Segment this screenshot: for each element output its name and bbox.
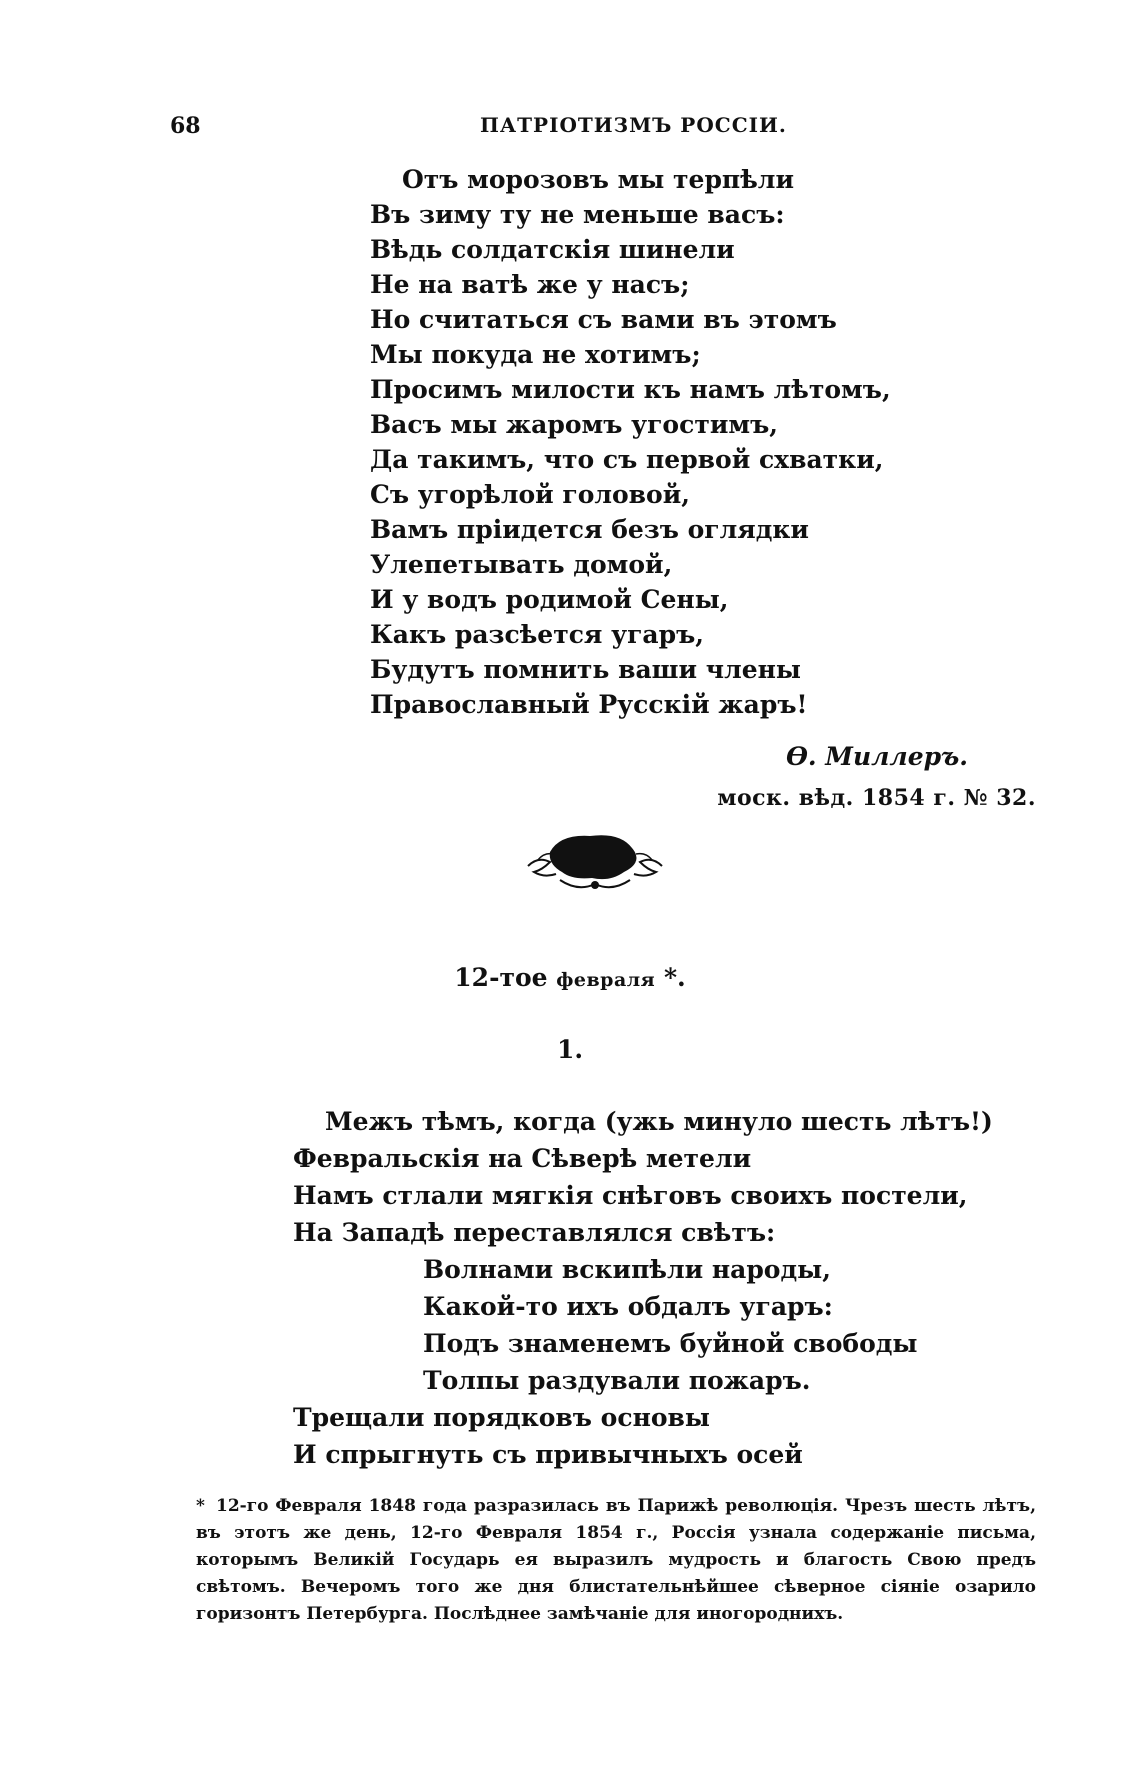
footnote <box>196 1493 1036 1628</box>
poem-line: Улепетывать домой, <box>370 550 673 579</box>
poem-line: Будутъ помнить ваши члены <box>370 655 801 684</box>
poem-line: Волнами вскипѣли народы, <box>423 1255 831 1284</box>
poem-line: Отъ морозовъ мы терпѣли <box>402 165 794 194</box>
poem-line: Да такимъ, что съ первой схватки, <box>370 445 884 474</box>
poem-line: Васъ мы жаромъ угостимъ, <box>370 410 778 439</box>
poem-line: Подъ знаменемъ буйной свободы <box>423 1329 918 1358</box>
page-number: 68 <box>170 113 201 139</box>
poem-line: Вѣдь солдатскія шинели <box>370 235 735 264</box>
source-citation: моск. вѣд. 1854 г. № 32. <box>717 785 1036 811</box>
poem-line: Въ зиму ту не меньше васъ: <box>370 200 785 229</box>
poem-line: Толпы раздували пожаръ. <box>423 1366 811 1395</box>
author-signature: Ѳ. Миллеръ. <box>786 742 968 771</box>
section-title-month: февраля <box>556 969 656 991</box>
poem-stanza-1 <box>370 162 891 722</box>
poem-line: Православный Русскій жаръ! <box>370 690 808 719</box>
ornament-vignette-icon <box>520 822 670 894</box>
poem-line: И у водъ родимой Сены, <box>370 585 729 614</box>
poem-line: Трещали порядковъ основы <box>293 1403 710 1432</box>
poem-line: Вамъ пріидется безъ оглядки <box>370 515 809 544</box>
footnote-text: 12-го Февраля 1848 года разразилась въ Парижѣ революція. Чрезъ шесть лѣтъ, въ этотъ же день, 12-го Февраля 1854 г., Россія узнала содержаніе письма, которымъ Великій Государь ея выразилъ мудрость и благость Свою предъ свѣтомъ. Вечеромъ того же дня блистательнѣйшее сѣверное сіяніе озарило горизонтъ Петербурга. Послѣднее замѣчаніе для иногороднихъ. <box>196 1496 1036 1624</box>
footnote-marker: * <box>196 1496 205 1516</box>
poem-line: И спрыгнуть съ привычныхъ осей <box>293 1440 803 1469</box>
footnote-reference: *. <box>663 963 686 992</box>
poem-line: Какъ разсѣется угаръ, <box>370 620 704 649</box>
poem-line: Не на ватѣ же у насъ; <box>370 270 690 299</box>
poem-line: Намъ стлали мягкія снѣговъ своихъ постели, <box>293 1181 968 1210</box>
poem-line: Межъ тѣмъ, когда (ужь минуло шесть лѣтъ!) <box>325 1107 993 1136</box>
poem-line: На Западѣ переставлялся свѣтъ: <box>293 1218 776 1247</box>
section-title <box>0 963 1140 992</box>
poem-line: Февральскія на Сѣверѣ метели <box>293 1144 752 1173</box>
running-head: ПАТРІОТИЗМЪ РОССІИ. <box>480 113 787 137</box>
poem-stanza-2 <box>293 1103 993 1473</box>
poem-line: Съ угорѣлой головой, <box>370 480 690 509</box>
poem-line: Просимъ милости къ намъ лѣтомъ, <box>370 375 891 404</box>
poem-line: Но считаться съ вами въ этомъ <box>370 305 837 334</box>
section-title-date: 12-тое <box>454 963 548 992</box>
section-number: 1. <box>556 1035 584 1064</box>
poem-line: Какой-то ихъ обдалъ угаръ: <box>423 1292 833 1321</box>
poem-line: Мы покуда не хотимъ; <box>370 340 701 369</box>
